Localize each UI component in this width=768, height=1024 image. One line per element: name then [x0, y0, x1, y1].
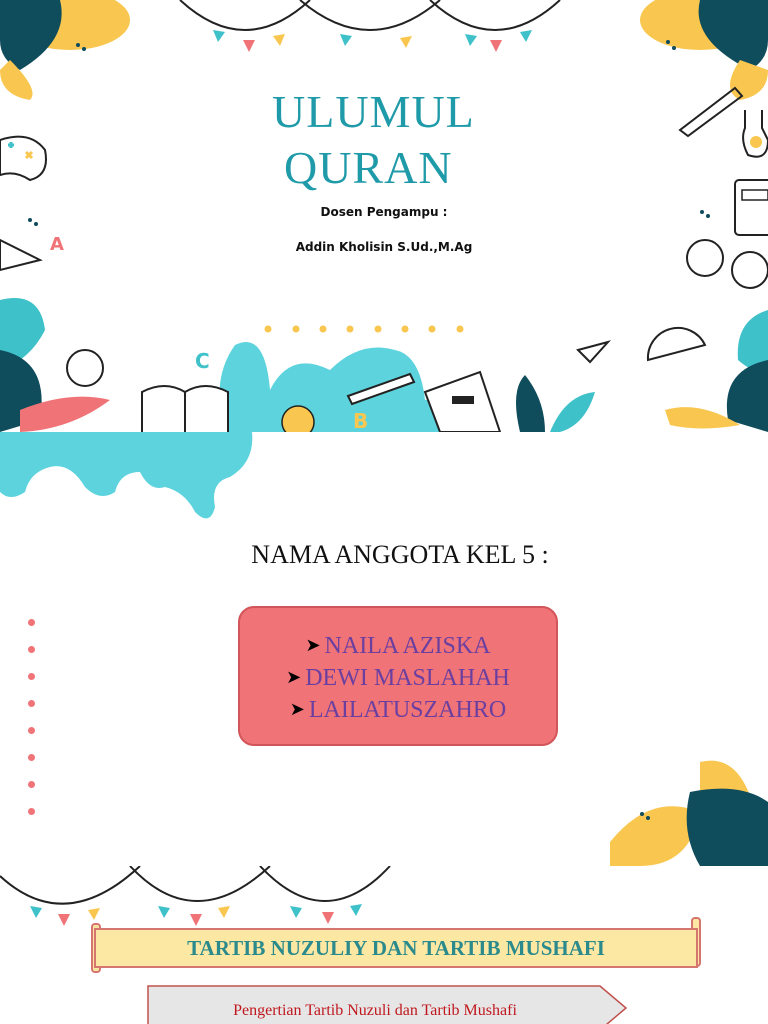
lecturer-label: Dosen Pengampu :: [320, 205, 448, 219]
arrow-bullet-icon: ➤: [289, 699, 305, 719]
topic-banner: TARTIB NUZULIY DAN TARTIB MUSHAFI: [94, 928, 698, 968]
topic-subtitle: Pengertian Tartib Nuzuli dan Tartib Mushafi: [233, 1002, 517, 1019]
svg-text:C: C: [195, 349, 210, 373]
arrow-bullet-icon: ➤: [286, 667, 302, 687]
member-list-box: [238, 606, 558, 746]
slide-title: [0, 0, 768, 432]
page-title: [272, 84, 532, 196]
members-heading: NAMA ANGGOTA KEL 5 :: [251, 540, 549, 569]
svg-text:A: A: [50, 234, 64, 255]
list-item: ➤ DEWI MASLAHAH: [286, 665, 510, 691]
title-line-1: ULUMUL: [272, 86, 475, 137]
title-line-2: QURAN: [284, 142, 453, 193]
lecturer-name: Addin Kholisin S.Ud.,M.Ag: [295, 240, 473, 254]
list-item: ➤ NAILA AZISKA: [305, 633, 491, 659]
slide-topic: [0, 866, 768, 1024]
svg-text:B: B: [353, 409, 369, 432]
arrow-bullet-icon: ➤: [305, 635, 321, 655]
slide-members: [0, 432, 768, 866]
list-item: ➤ LAILATUSZAHRO: [289, 697, 507, 723]
